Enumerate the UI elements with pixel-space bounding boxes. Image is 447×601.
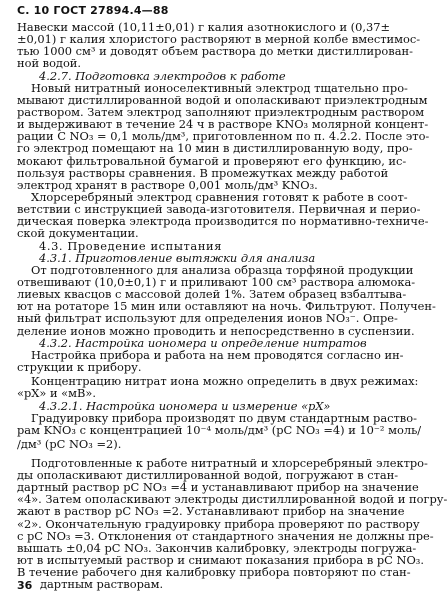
text-line: ветствии с инструкцией завода-изготовителя. Первичная и перио- [17, 202, 421, 216]
text-line: ют в испытуемый раствор и снимают показания прибора в pC NO₃. [17, 553, 424, 567]
text-line: лиевых квасцов с массовой долей 1%. Затем образец взбалтыва- [17, 287, 407, 301]
text-line: и выдерживают в течение 24 ч в растворе KNO₃ молярной концент- [17, 117, 429, 131]
text-line: дартный раствор pC NO₃ =4 и устанавливают прибор на значение [17, 480, 419, 494]
text-line: ной водой. [17, 56, 82, 70]
text-line: раствором. Затем электрод заполняют приэлектродным раствором [17, 105, 425, 119]
section-heading: 4.2.7. Подготовка электродов к работе [39, 69, 286, 83]
text-line: дартным растворам. [40, 577, 164, 591]
text-line: ный фильтрат используют для определения ионов NO₃⁻. Опре- [17, 311, 398, 325]
text-line: ды ополаскивают дистиллированной водой, погружают в стан- [17, 468, 399, 482]
text-line: ±0,01) г калия хлористого растворяют в мерной колбе вместимос- [17, 32, 421, 46]
text-line: Подготовленные к работе нитратный и хлорсеребряный электро- [31, 456, 428, 470]
text-line: деление ионов можно проводить и непосредственно в суспензии. [17, 324, 415, 338]
text-line: рам KNO₃ с концентрацией 10⁻⁴ моль/дм³ (pC NO₃ =4) и 10⁻² моль/ [17, 423, 422, 437]
text-line: «2». Окончательную градуировку прибора проверяют по раствору [17, 517, 420, 531]
text-line: мывают дистиллированной водой и ополаскивают приэлектродным [17, 93, 428, 107]
section-heading: 4.3.1. Приготовление вытяжки для анализа [39, 251, 316, 265]
text-line: электрод хранят в растворе 0,001 моль/дм³ KNO₃. [17, 178, 318, 192]
text-line: «4». Затем ополаскивают электроды дистиллированной водой и погру- [17, 492, 447, 506]
text-line: рации C NO₃ = 0,1 моль/дм³, приготовленном по п. 4.2.2. После это- [17, 129, 430, 143]
text-line: с pC NO₃ =3. Отклонения от стандартного значения не должны пре- [17, 529, 434, 543]
text-line: жают в раствор pC NO₃ =2. Устанавливают прибор на значение [17, 504, 405, 518]
text-line: вышать ±0,04 pC NO₃. Закончив калибровку, электроды погружа- [17, 541, 417, 555]
text-line: го электрод помещают на 10 мин в дистиллированную воду, про- [17, 141, 413, 155]
text-line: ской документации. [17, 226, 139, 240]
text-line: пользуя растворы сравнения. В промежутках между работой [17, 166, 389, 180]
text-line: Настройка прибора и работа на нем проводятся согласно ин- [31, 348, 404, 362]
section-heading: 4.3. Проведение испытания [39, 239, 222, 253]
text-line: тью 1000 см³ и доводят объем раствора до метки дистиллирован- [17, 44, 413, 58]
section-heading: 4.3.2.1. Настройка иономера и измерение «рХ» [39, 399, 331, 413]
text-line: Концентрацию нитрат иона можно определить в двух режимах: [31, 374, 419, 388]
text-line: «рХ» и «мВ». [17, 386, 96, 400]
text-line: Навески массой (10,11±0,01) г калия азотнокислого и (0,37± [17, 20, 391, 34]
page-header: С. 10 ГОСТ 27894.4—88 [17, 4, 169, 17]
section-heading: 4.3.2. Настройка иономера и определение нитратов [39, 336, 367, 350]
text-line: От подготовленного для анализа образца торфяной продукции [31, 263, 414, 277]
text-line: Новый нитратный ионоселективный электрод тщательно про- [31, 81, 408, 95]
text-line: дическая поверка электрода производится по нормативно-техниче- [17, 214, 429, 228]
page-number: 36 [17, 579, 33, 592]
text-line: отвешивают (10,0±0,1) г и приливают 100 см³ раствора алюмока- [17, 275, 416, 289]
text-line: В течение рабочего дня калибровку прибора повторяют по стан- [17, 565, 411, 579]
text-line: струкции к прибору. [17, 360, 142, 374]
text-line: Хлорсеребряный электрод сравнения готовят к работе в соот- [31, 190, 408, 204]
text-line: /дм³ (pC NO₃ =2). [17, 437, 122, 451]
text-line: Градуировку прибора производят по двум стандартным раство- [31, 411, 417, 425]
text-line: ют на ротаторе 15 мин или оставляют на ночь. Фильтруют. Получен- [17, 299, 436, 313]
text-line: мокают фильтровальной бумагой и проверяют его функцию, ис- [17, 154, 407, 168]
